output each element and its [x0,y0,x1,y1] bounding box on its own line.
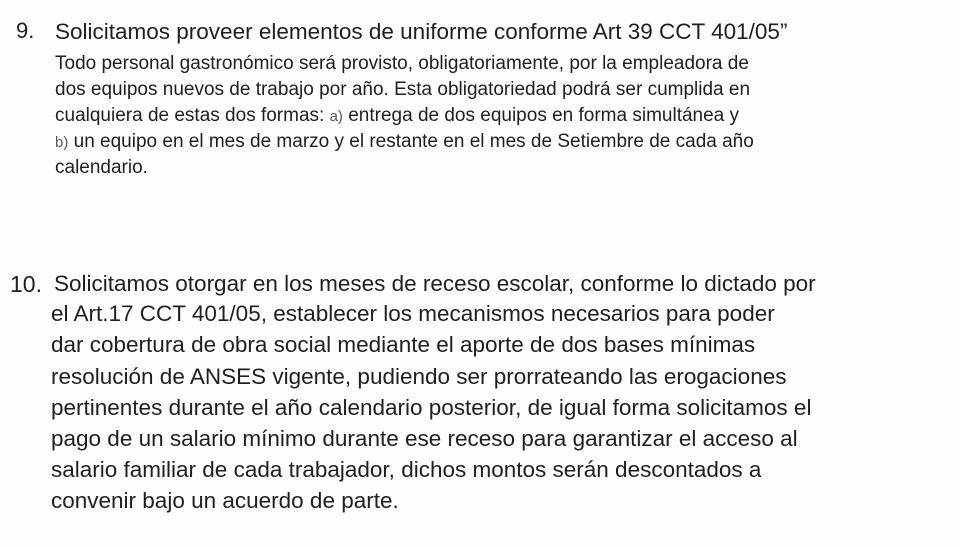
item-10-line-8: convenir bajo un acuerdo de parte. [51,488,399,513]
option-b-label: b) [55,134,69,151]
option-a-label: a) [329,108,343,125]
item-9-line-5-text: un equipo en el mes de marzo y el restante en el mes de Setiembre de cada año [73,131,754,152]
item-10-line-2: el Art.17 CCT 401/05, establecer los mecanismos necesarios para poder [51,301,775,326]
item-10-line-1: Solicitamos otorgar en los meses de receso escolar, conforme lo dictado por [54,271,816,296]
item-9-line-4-text: cualquiera de estas dos formas: [55,105,325,126]
item-10-line-4: resolución de ANSES vigente, pudiendo ser prorrateando las erogaciones [51,364,787,389]
item-9-line-5 [55,130,754,155]
item-number: 10. [10,271,42,297]
item-9-line-3: dos equipos nuevos de trabajo por año. Esta obligatoriedad podrá ser cumplida en [55,79,751,100]
item-10-line-7: salario familiar de cada trabajador, dichos montos serán descontados a [51,457,762,482]
item-number: 9. [16,18,35,43]
item-10-line-5: pertinentes durante el año calendario posterior, de igual forma solicitamos el [51,395,812,420]
item-9-line-4 [55,104,739,129]
item-9-line-2: Todo personal gastronómico será provisto, obligatoriamente, por la empleadora de [55,53,749,74]
item-10-line-6: pago de un salario mínimo durante ese receso para garantizar el acceso al [51,426,798,451]
item-9-line-1: Solicitamos proveer elementos de uniforme conforme Art 39 CCT 401/05” [55,19,788,44]
item-9-line-6: calendario. [55,157,148,178]
item-10-line-3: dar cobertura de obra social mediante el aporte de dos bases mínimas [51,332,756,357]
item-9-line-4-rest: entrega de dos equipos en forma simultánea y [348,105,740,126]
